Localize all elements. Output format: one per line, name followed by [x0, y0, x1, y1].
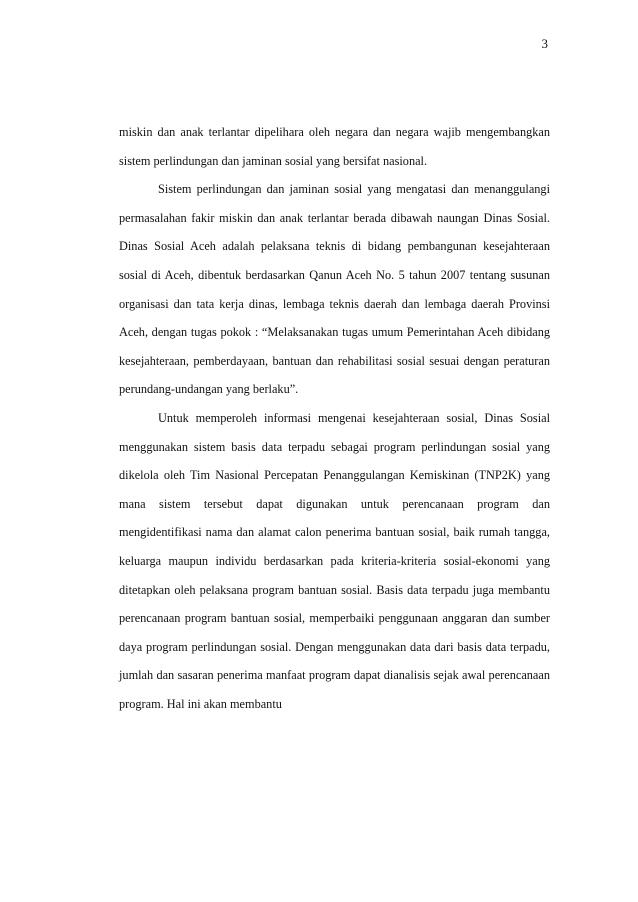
body-text — [119, 118, 550, 718]
page-number: 3 — [541, 36, 548, 51]
paragraph-2: Sistem perlindungan dan jaminan sosial yang mengatasi dan menanggulangi permasalahan fakir miskin dan anak terlantar berada dibawah naungan Dinas Sosial. Dinas Sosial Aceh adalah pelaksana teknis di bidang pembangunan kesejahteraan sosial di Aceh, dibentuk berdasarkan Qanun Aceh No. 5 tahun 2007 tentang susunan organisasi dan tata kerja dinas, lembaga teknis daerah dan lembaga daerah Provinsi Aceh, dengan tugas pokok : “Melaksanakan tugas umum Pemerintahan Aceh dibidang kesejahteraan, pemberdayaan, bantuan dan rehabilitasi sosial sesuai dengan peraturan perundang-undangan yang berlaku”. — [119, 182, 550, 397]
paragraph-1: miskin dan anak terlantar dipelihara oleh negara dan negara wajib mengembangkan sistem perlindungan dan jaminan sosial yang bersifat nasional. — [119, 125, 550, 168]
paragraph-3: Untuk memperoleh informasi mengenai kesejahteraan sosial, Dinas Sosial menggunakan sistem basis data terpadu sebagai program perlindungan sosial yang dikelola oleh Tim Nasional Percepatan Penanggulangan Kemiskinan (TNP2K) yang mana sistem tersebut dapat digunakan untuk perencanaan program dan mengidentifikasi nama dan alamat calon penerima bantuan sosial, baik rumah tangga, keluarga maupun individu berdasarkan pada kriteria-kriteria sosial-ekonomi yang ditetapkan oleh pelaksana program bantuan sosial. Basis data terpadu juga membantu perencanaan program bantuan sosial, memperbaiki penggunaan anggaran dan sumber daya program perlindungan sosial. Dengan menggunakan data dari basis data terpadu, jumlah dan sasaran penerima manfaat program dapat dianalisis sejak awal perencanaan program. Hal ini akan membantu — [119, 410, 550, 711]
